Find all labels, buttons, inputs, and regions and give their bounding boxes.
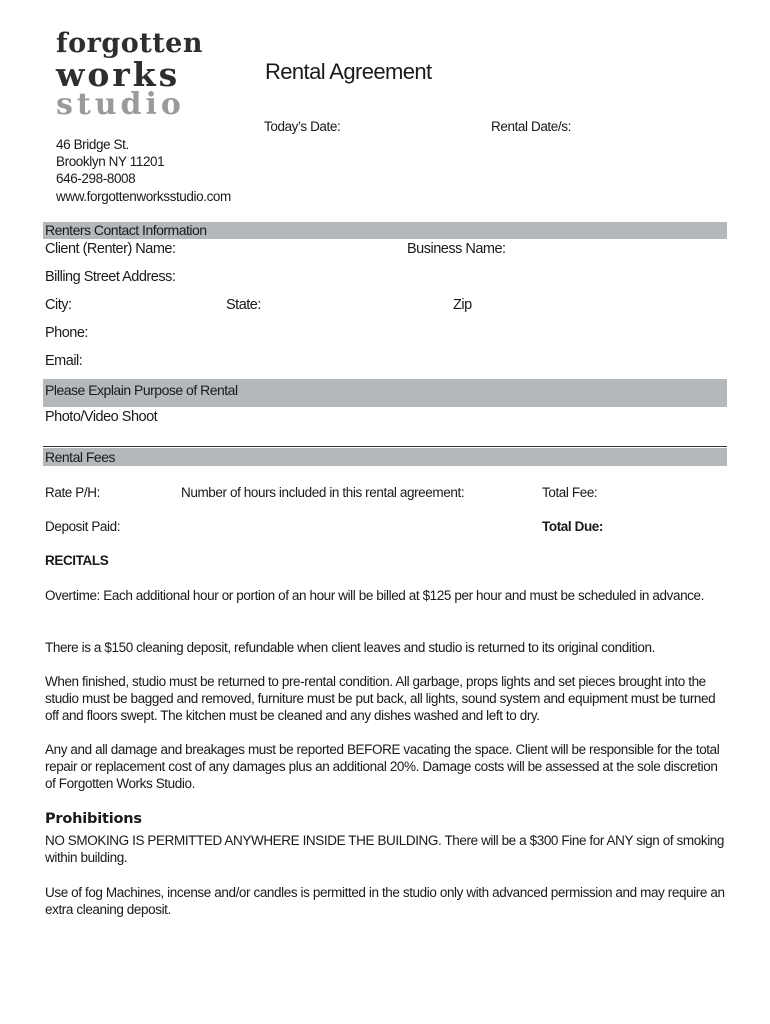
address-street: 46 Bridge St.	[56, 137, 129, 152]
rate-per-hour-field[interactable]: Rate P/H:	[45, 485, 100, 500]
page-title: Rental Agreement	[265, 59, 432, 84]
hours-included-field[interactable]: Number of hours included in this rental agreement:	[181, 485, 465, 500]
section-header-fees: Rental Fees	[43, 448, 727, 466]
purpose-value[interactable]: Photo/Video Shoot	[45, 409, 158, 425]
recital-cleanup: When finished, studio must be returned to pre-rental condition. All garbage, props lights and set pieces brought into the studio must be bagged and removed, furniture must be put back, all lights, sound system and equipment must be turned off and floors swept. The kitchen must be cleaned and any dishes washed and left to dry.	[45, 674, 716, 723]
total-fee-field[interactable]: Total Fee:	[542, 485, 598, 500]
rental-dates-field[interactable]: Rental Date/s:	[491, 119, 571, 134]
city-field[interactable]: City:	[45, 297, 72, 313]
email-field[interactable]: Email:	[45, 353, 83, 369]
recital-overtime: Overtime: Each additional hour or portion of an hour will be billed at $125 per hour and must be scheduled in advance.	[45, 588, 704, 603]
prohibitions-heading: Prohibitions	[45, 811, 142, 827]
total-due-field[interactable]: Total Due:	[542, 519, 603, 534]
business-name-field[interactable]: Business Name:	[407, 241, 506, 257]
address-phone: 646-298-8008	[56, 171, 136, 186]
zip-field[interactable]: Zip	[453, 297, 472, 313]
address-website: www.forgottenworksstudio.com	[56, 189, 231, 204]
client-name-field[interactable]: Client (Renter) Name:	[45, 241, 176, 257]
prohibition-smoking: NO SMOKING IS PERMITTED ANYWHERE INSIDE THE BUILDING. There will be a $300 Fine for ANY sign of smoking within building.	[45, 833, 725, 865]
prohibition-fog-machines: Use of fog Machines, incense and/or candles is permitted in the studio only with advanced permission and may require an extra cleaning deposit.	[45, 885, 725, 917]
todays-date-field[interactable]: Today’s Date:	[264, 119, 341, 134]
section-header-contact: Renters Contact Information	[43, 222, 727, 239]
recital-damages: Any and all damage and breakages must be reported BEFORE vacating the space. Client will be responsible for the total repair or replacement cost of any damages plus an additional 20%. Damage costs will be assessed at the sole discretion of Forgotten Works Studio.	[45, 742, 720, 791]
address-city: Brooklyn NY 11201	[56, 154, 165, 169]
section-header-purpose: Please Explain Purpose of Rental	[43, 379, 727, 407]
recitals-heading: RECITALS	[45, 553, 109, 568]
logo-word-forgotten: forgotten	[56, 28, 203, 59]
logo-word-works: works	[56, 55, 181, 94]
phone-field[interactable]: Phone:	[45, 325, 88, 341]
recital-cleaning-deposit: There is a $150 cleaning deposit, refundable when client leaves and studio is returned to its original condition.	[45, 640, 655, 655]
logo-word-studio: studio	[56, 87, 185, 122]
state-field[interactable]: State:	[226, 297, 261, 313]
divider	[43, 446, 727, 447]
deposit-paid-field[interactable]: Deposit Paid:	[45, 519, 121, 534]
billing-address-field[interactable]: Billing Street Address:	[45, 269, 176, 285]
